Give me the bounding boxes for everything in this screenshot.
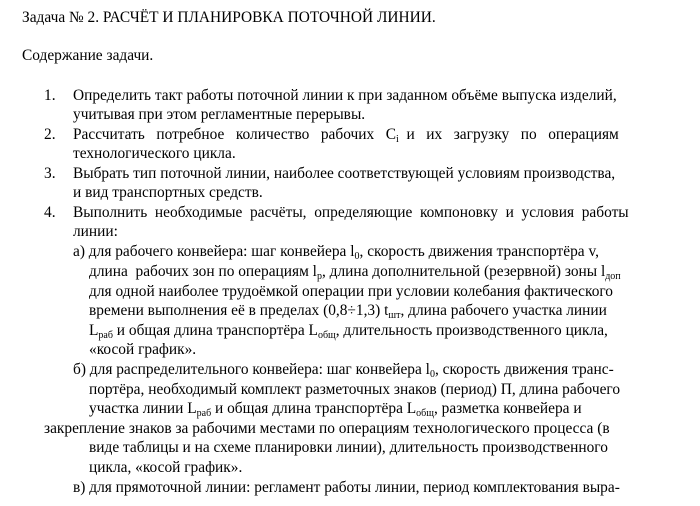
item-2-number: 2.: [44, 126, 56, 143]
subitem-a-line-4: времени выполнения её в пределах (0,8÷1,3) $t_{шт}$, длина рабочего участка линии: [89, 302, 607, 321]
item-3-text-cont: и вид транспортных средств.: [73, 184, 263, 201]
item-1-number: 1.: [44, 87, 56, 104]
subitem-b-line-2: портёра, необходимый комплект разметочных знаков (период) П, длина рабочего: [89, 381, 621, 398]
item-1-text-cont: учитывая при этом регламентные перерывы.: [73, 106, 366, 123]
subitem-b-line-1: б) для распределительного конвейера: шаг конвейера $l_0$, скорость движения транс-: [73, 361, 614, 380]
section-heading: Содержание задачи.: [22, 47, 154, 64]
item-2-text: Рассчитать потребное количество рабочих $C_i$ и их загрузку по операциям: [73, 126, 619, 145]
subitem-b-line-4: закрепление знаков за рабочими местами по операциям технологического процесса (в: [44, 420, 610, 437]
subitem-a-line-5: $L_{раб}$ и общая длина транспортёра $L_{общ}$, длительность производственного цикла,: [89, 322, 608, 341]
subitem-a-line-2: длина рабочих зон по операциям $l_р$, длина дополнительной (резервной) зоны $l_{доп}$: [89, 263, 621, 282]
subitem-b-line-6: цикла, «косой график».: [89, 459, 243, 476]
item-4-text-cont: линии:: [73, 223, 118, 240]
item-4-number: 4.: [44, 204, 56, 221]
subitem-a-line-3: для одной наиболее трудоёмкой операции при условии колебания фактического: [89, 283, 614, 300]
item-2-text-cont: технологического цикла.: [73, 145, 236, 162]
page-title: Задача № 2. РАСЧЁТ И ПЛАНИРОВКА ПОТОЧНОЙ ЛИНИИ.: [22, 9, 436, 26]
subitem-b-line-3: участка линии $L_{раб}$ и общая длина транспортёра $L_{общ}$, разметка конвейера и: [89, 400, 582, 419]
subitem-a-line-6: «косой график».: [89, 341, 197, 358]
subitem-c-line-1: в) для прямоточной линии: регламент работы линии, период комплектования выра-: [73, 479, 620, 496]
item-3-number: 3.: [44, 165, 56, 182]
item-1-text: Определить такт работы поточной линии к при заданном объёме выпуска изделий,: [73, 87, 617, 104]
item-4-text: Выполнить необходимые расчёты, определяющие компоновку и условия работы: [73, 204, 629, 221]
subitem-a-line-1: а) для рабочего конвейера: шаг конвейера $l_0$, скорость движения транспортёра v,: [73, 243, 600, 262]
subitem-b-line-5: виде таблицы и на схеме планировки линии), длительность производственного: [89, 439, 608, 456]
item-3-text: Выбрать тип поточной линии, наиболее соответствующей условиям производства,: [73, 165, 616, 182]
